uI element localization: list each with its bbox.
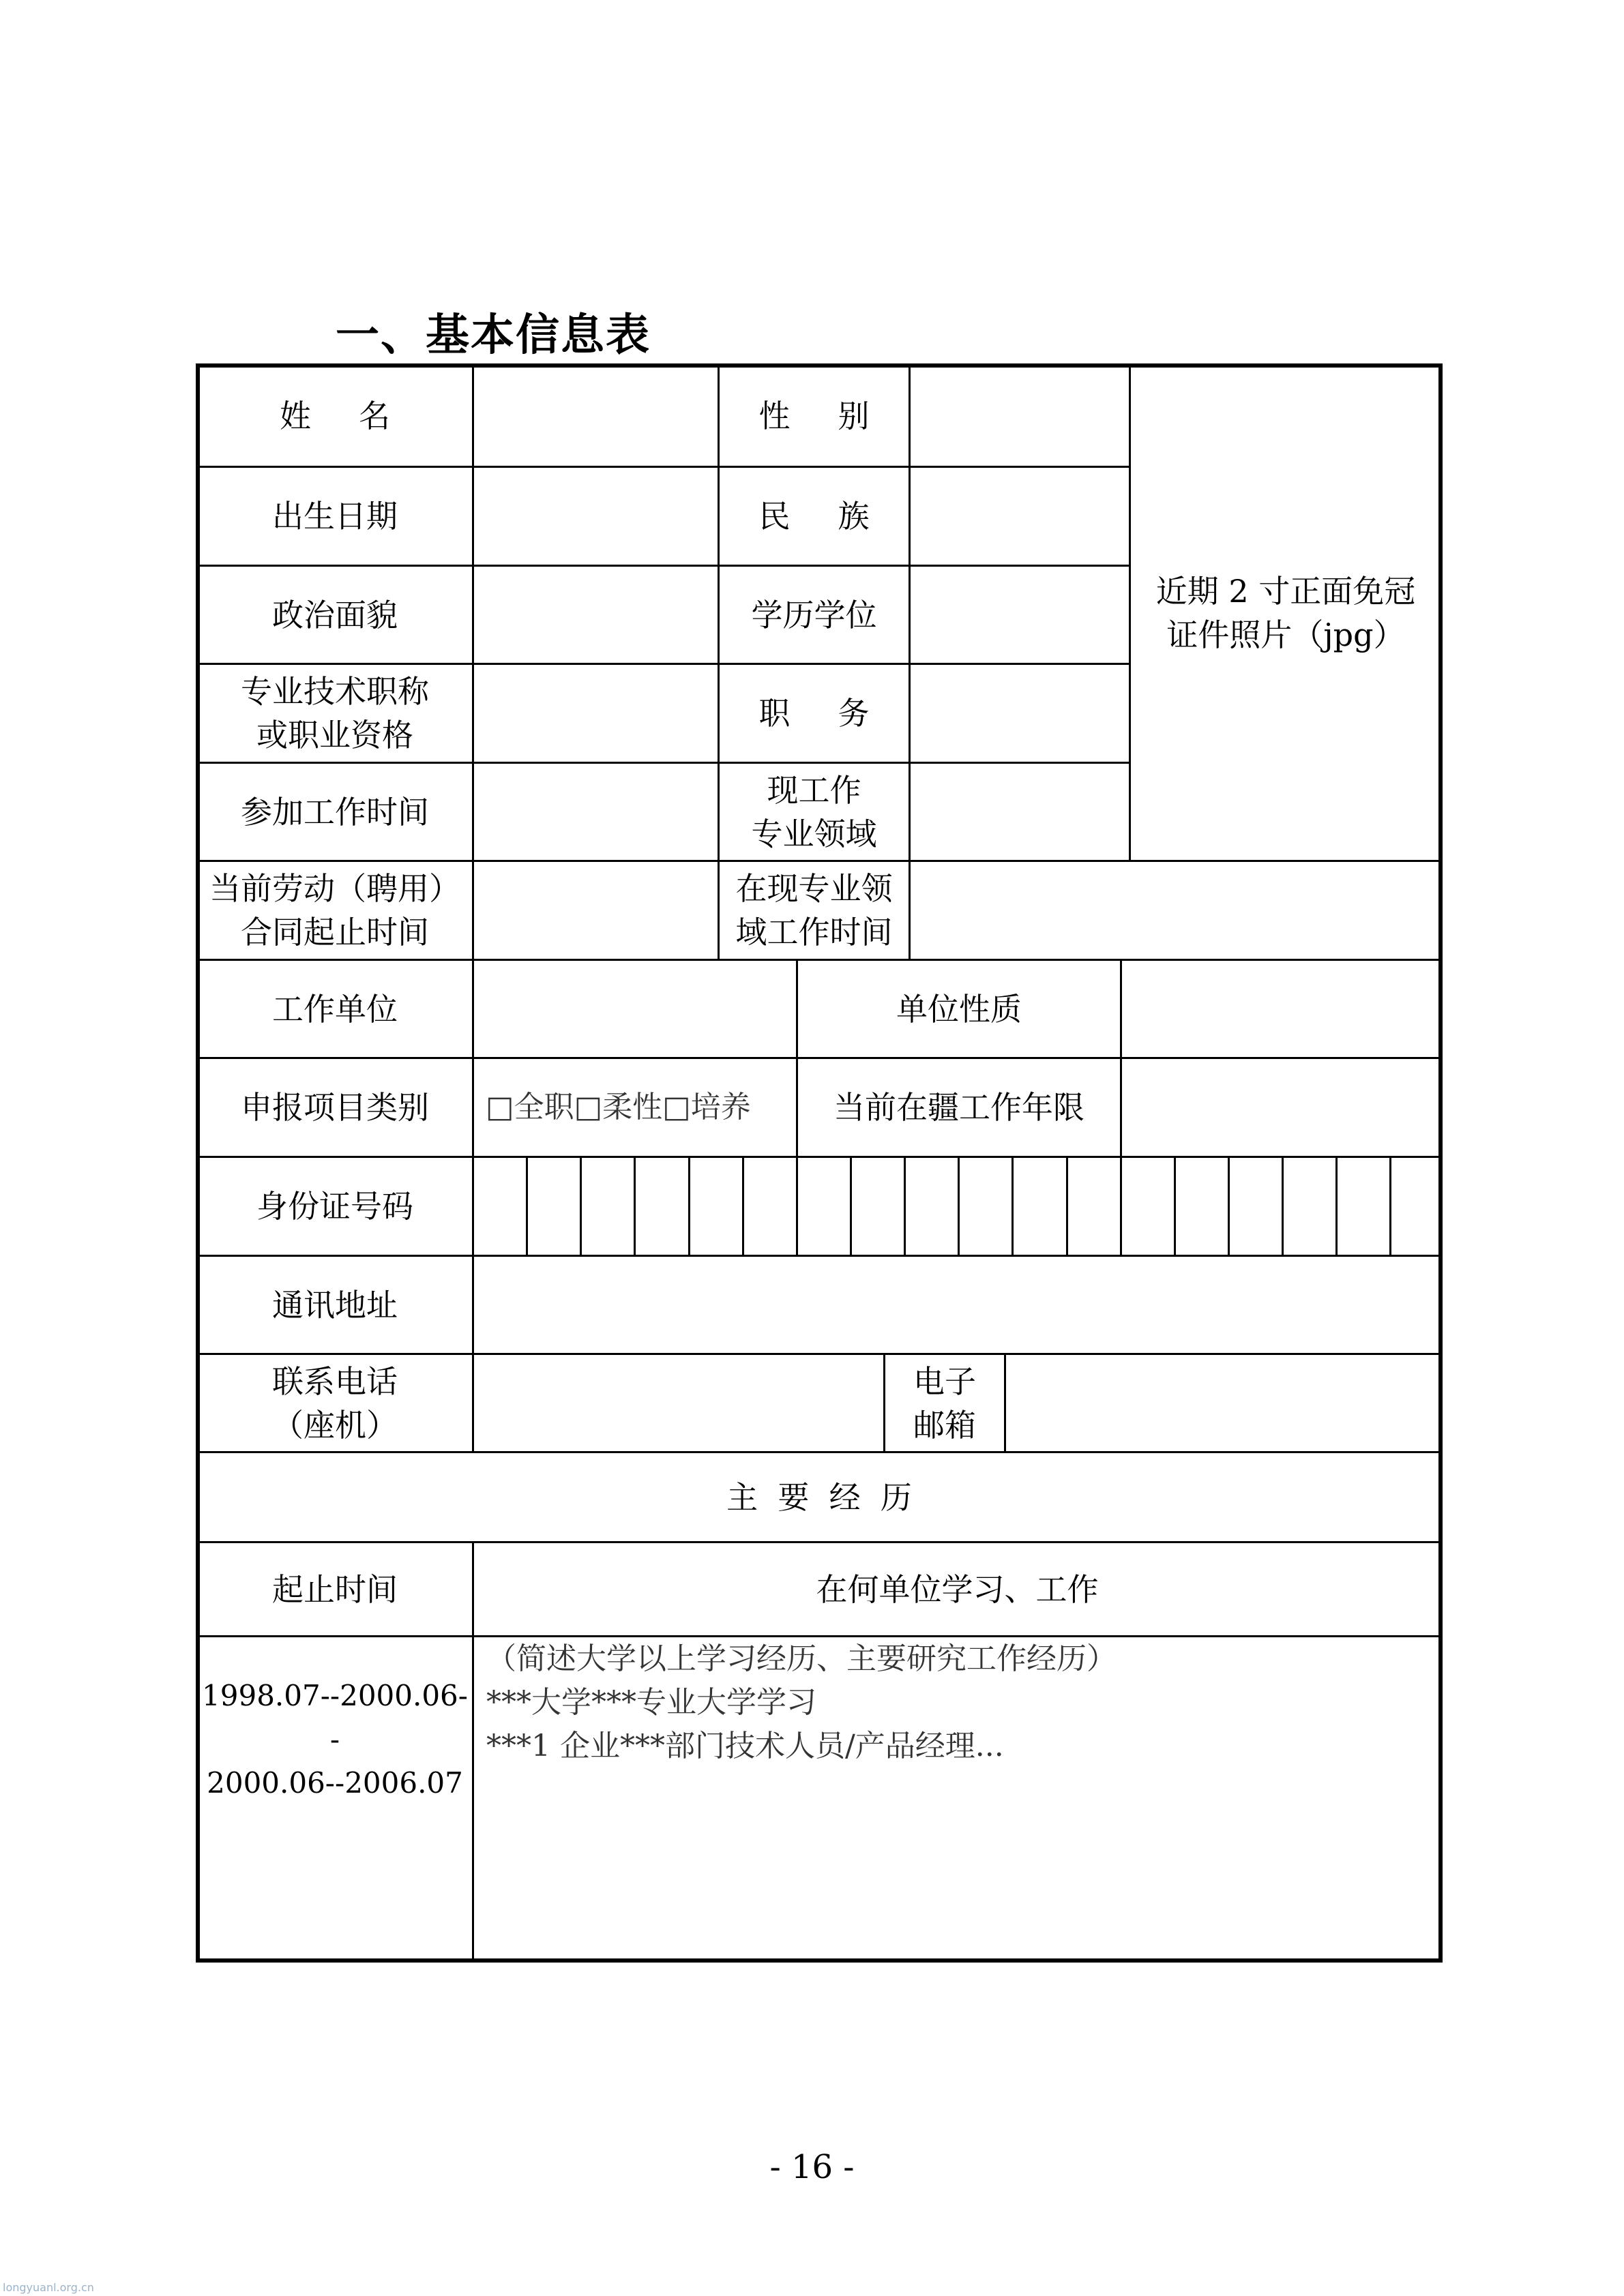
name-label-char-1: 姓 <box>280 397 311 434</box>
id-box-divider <box>1282 1156 1284 1255</box>
watermark: longyuanl.org.cn <box>3 2281 94 2294</box>
contract-period-field[interactable] <box>474 862 718 959</box>
work-field-field[interactable] <box>911 764 1129 860</box>
id-box-divider <box>1389 1156 1391 1255</box>
ethnicity-label-char-1: 民 <box>758 498 791 535</box>
period-column-header: 起止时间 <box>272 1570 398 1608</box>
political-status-field[interactable] <box>474 567 718 663</box>
name-label-char-2: 名 <box>359 397 390 434</box>
experience-periods[interactable] <box>198 1637 472 1960</box>
name-field[interactable] <box>474 366 718 466</box>
page-number: - 16 - <box>769 2148 855 2186</box>
id-box-divider <box>1335 1156 1338 1255</box>
photo-instruction-line-2: 证件照片（jpg） <box>1166 616 1405 653</box>
phone-label-line-1: 联系电话 <box>272 1362 398 1400</box>
work-field-label-line-1: 现工作 <box>767 771 861 809</box>
experience-section-title: 主 要 经 历 <box>726 1478 912 1516</box>
experience-entry-2: ***1 企业***部门技术人员/产品经理... <box>486 1729 1004 1763</box>
phone-label <box>198 1355 472 1451</box>
id-box-divider <box>1228 1156 1230 1255</box>
professional-title-label <box>198 665 472 762</box>
professional-title-field[interactable] <box>474 665 718 762</box>
email-label-line-2: 邮箱 <box>913 1406 976 1444</box>
address-field[interactable] <box>474 1257 1441 1353</box>
employer-label: 工作单位 <box>272 990 398 1028</box>
political-status-label: 政治面貌 <box>272 596 398 633</box>
work-start-field[interactable] <box>474 764 718 860</box>
id-box-divider <box>796 1156 798 1255</box>
position-field[interactable] <box>911 665 1129 762</box>
gender-field[interactable] <box>911 366 1129 466</box>
employer-type-label: 单位性质 <box>896 990 1022 1028</box>
email-label-line-1: 电子 <box>913 1362 976 1400</box>
position-label-char-1: 职 <box>758 695 791 732</box>
xinjiang-years-field[interactable] <box>1122 1059 1441 1156</box>
contract-period-label-line-2: 合同起止时间 <box>241 914 429 951</box>
birth-date-field[interactable] <box>474 468 718 565</box>
id-box-divider <box>634 1156 636 1255</box>
ethnicity-label-char-2: 族 <box>838 498 870 535</box>
professional-title-label-line-1: 专业技术职称 <box>241 673 429 710</box>
application-category-options[interactable]: □全职□柔性□培养 <box>486 1090 751 1124</box>
id-box-divider <box>1120 1156 1122 1255</box>
form-title: 一、基本信息表 <box>336 310 651 361</box>
email-field[interactable] <box>1006 1355 1441 1451</box>
experience-period-2: 2000.06--2006.07 <box>207 1766 463 1800</box>
id-number-label: 身份证号码 <box>256 1188 413 1225</box>
professional-title-label-line-2: 或职业资格 <box>256 717 413 754</box>
id-box-divider <box>1066 1156 1068 1255</box>
field-duration-label-line-1: 在现专业领 <box>735 870 893 907</box>
gender-label-char-1: 性 <box>758 397 791 434</box>
id-box-divider <box>742 1156 744 1255</box>
photo-placeholder[interactable] <box>1131 366 1441 860</box>
photo-instruction-line-1: 近期 2 寸正面免冠 <box>1155 572 1416 610</box>
email-label <box>885 1355 1004 1451</box>
application-category-label: 申报项目类别 <box>241 1089 429 1126</box>
experience-instruction: （简述大学以上学习经历、主要研究工作经历） <box>486 1641 1117 1676</box>
education-label: 学历学位 <box>751 596 877 633</box>
id-box-divider <box>688 1156 690 1255</box>
organization-column-header: 在何单位学习、工作 <box>816 1570 1099 1608</box>
phone-field[interactable] <box>474 1355 883 1451</box>
work-field-label <box>720 764 909 860</box>
xinjiang-years-label: 当前在疆工作年限 <box>833 1089 1084 1126</box>
id-box-divider <box>1012 1156 1014 1255</box>
contract-period-label-line-1: 当前劳动（聘用） <box>209 870 460 907</box>
work-field-label-line-2: 专业领域 <box>751 815 877 852</box>
employer-type-field[interactable] <box>1122 961 1441 1057</box>
phone-label-line-2: （座机） <box>272 1406 398 1444</box>
birth-date-label: 出生日期 <box>272 498 398 535</box>
id-box-divider <box>850 1156 852 1255</box>
id-box-divider <box>904 1156 906 1255</box>
ethnicity-label <box>720 468 909 565</box>
position-label <box>720 665 909 762</box>
id-box-divider <box>958 1156 960 1255</box>
gender-label <box>720 366 909 466</box>
employer-field[interactable] <box>474 961 796 1057</box>
experience-entry-1: ***大学***专业大学学习 <box>486 1685 816 1720</box>
experience-period-1: 1998.07--2000.06-- <box>202 1679 468 1756</box>
id-box-divider <box>580 1156 582 1255</box>
id-box-divider <box>1174 1156 1176 1255</box>
ethnicity-field[interactable] <box>911 468 1129 565</box>
field-duration-label <box>720 862 909 959</box>
name-label <box>198 366 472 466</box>
position-label-char-2: 务 <box>838 695 870 732</box>
address-label: 通讯地址 <box>272 1286 398 1324</box>
contract-period-label <box>198 862 472 959</box>
education-field[interactable] <box>911 567 1129 663</box>
experience-details[interactable] <box>486 1637 1441 1960</box>
work-start-label: 参加工作时间 <box>241 793 429 831</box>
field-duration-label-line-2: 域工作时间 <box>735 914 893 951</box>
gender-label-char-2: 别 <box>838 397 870 434</box>
field-duration-field[interactable] <box>911 862 1441 959</box>
id-box-divider <box>526 1156 528 1255</box>
